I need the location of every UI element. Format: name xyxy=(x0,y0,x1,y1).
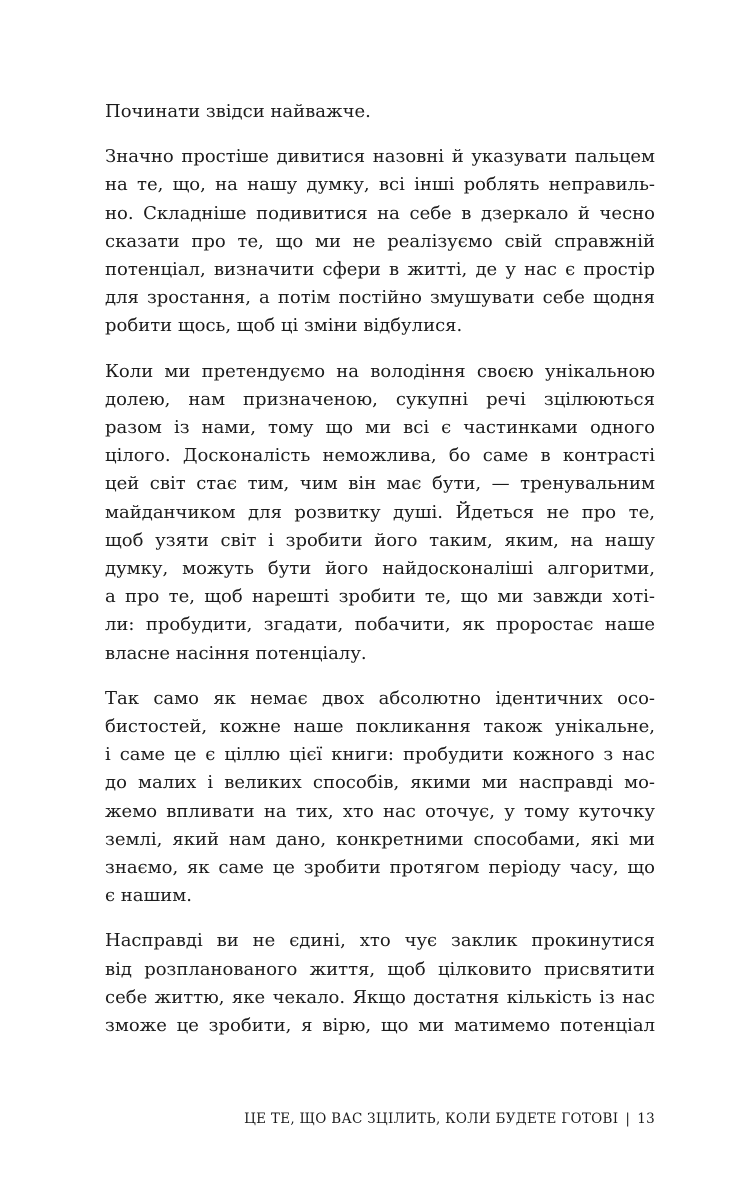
text-line: Значно простіше дивитися назовні й указувати пальцем xyxy=(105,146,655,168)
text-line: но. Складніше подивитися на себе в дзеркало й чесно xyxy=(105,202,655,224)
text-line: і саме це є ціллю цієї книги: пробудити кожного з нас xyxy=(105,744,655,766)
text-line: Починати звідси найважче. xyxy=(105,101,371,122)
text-line: думку, можуть бути його найдосконаліші алгоритми, xyxy=(105,558,655,580)
text-line: Насправді ви не єдині, хто чує заклик прокинутися xyxy=(105,930,655,952)
text-line: до малих і великих способів, якими ми насправді мо- xyxy=(105,772,655,794)
text-line: потенціал, визначити сфери в житті, де у нас є простір xyxy=(105,259,655,281)
text-line: цей світ стає тим, чим він має бути, — тренувальним xyxy=(105,473,655,495)
text-line: бистостей, кожне наше покликання також унікальне, xyxy=(105,716,655,738)
text-line: від розпланованого життя, щоб цілковито присвятити xyxy=(105,958,655,980)
paragraph xyxy=(105,685,655,911)
text-line: зможе це зробити, я вірю, що ми матимемо потенціал xyxy=(105,1015,655,1037)
text-line: разом із нами, тому що ми всі є частинками одного xyxy=(105,417,655,439)
text-line: ли: пробудити, згадати, побачити, як проростає наше xyxy=(105,614,655,636)
text-line: щоб узяти світ і зробити його таким, яким, на нашу xyxy=(105,529,655,551)
text-line: є нашим. xyxy=(105,885,192,907)
text-line: на те, що, на нашу думку, всі інші роблять неправиль- xyxy=(105,174,655,196)
footer-separator: | xyxy=(625,1111,631,1127)
text-line: сказати про те, що ми не реалізуємо свій справжній xyxy=(105,230,655,252)
paragraph xyxy=(105,358,655,668)
text-line: власне насіння потенціалу. xyxy=(105,642,367,664)
text-line: робити щось, щоб ці зміни відбулися. xyxy=(105,315,463,337)
text-line: долею, нам призначеною, сукупні речі зцілюються xyxy=(105,388,655,410)
page-body xyxy=(105,98,655,1057)
page-footer xyxy=(105,1110,655,1128)
text-line: для зростання, а потім постійно змушувати себе щодня xyxy=(105,287,655,309)
text-line: Коли ми претендуємо на володіння своєю унікальною xyxy=(105,360,655,382)
text-line: Так само як немає двох абсолютно ідентичних осо- xyxy=(105,687,655,709)
running-title: ЦЕ ТЕ, ЩО ВАС ЗЦІЛИТЬ, КОЛИ БУДЕТЕ ГОТОВІ xyxy=(244,1111,619,1127)
paragraph xyxy=(105,927,655,1040)
page-number: 13 xyxy=(637,1111,655,1127)
text-line: жемо впливати на тих, хто нас оточує, у тому куточку xyxy=(105,800,655,822)
text-line: цілого. Досконалість неможлива, бо саме в контрасті xyxy=(105,445,655,467)
text-line: майданчиком для розвитку душі. Йдеться не про те, xyxy=(105,501,655,523)
text-line: себе життю, яке чекало. Якщо достатня кількість із нас xyxy=(105,986,655,1008)
paragraph xyxy=(105,98,655,126)
paragraph xyxy=(105,143,655,340)
text-line: знаємо, як саме це зробити протягом періоду часу, що xyxy=(105,857,655,879)
text-line: а про те, щоб нарешті зробити те, що ми завжди хоті- xyxy=(105,586,655,608)
text-line: землі, який нам дано, конкретними способами, які ми xyxy=(105,828,655,850)
